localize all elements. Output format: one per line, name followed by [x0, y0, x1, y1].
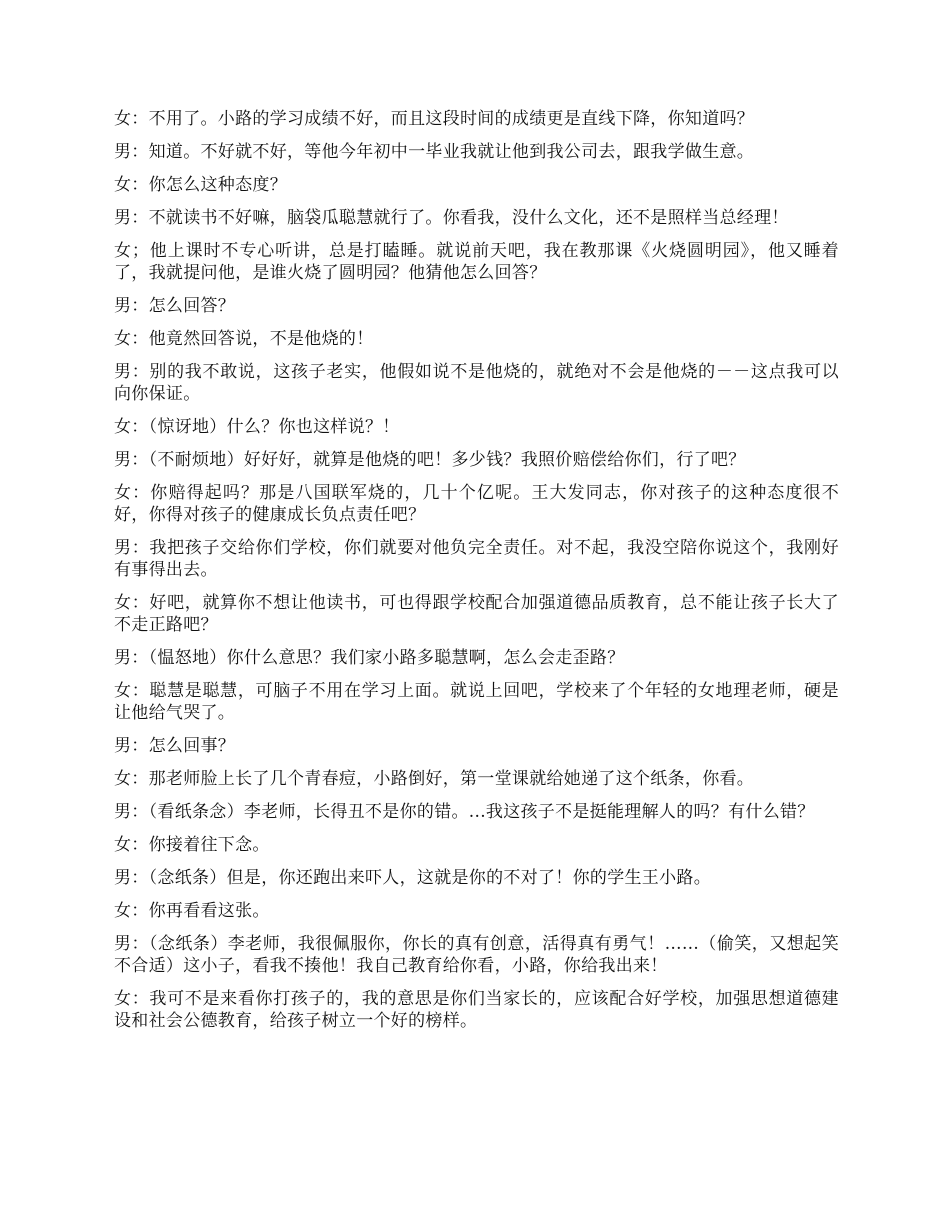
dialogue-line: 女：你怎么这种态度？: [114, 175, 287, 195]
dialogue-line: 男：不就读书不好嘛，脑袋瓜聪慧就行了。你看我，没什么文化，还不是照样当总经理！: [114, 208, 789, 228]
dialogue-line: 男：（不耐烦地）好好好，就算是他烧的吧！多少钱？我照价赔偿给你们，行了吧？: [114, 450, 746, 470]
dialogue-line: 男：怎么回答？: [114, 296, 236, 316]
dialogue-line: 女：聪慧是聪慧，可脑子不用在学习上面。就说上回吧，学校来了个年轻的女地理老师，硬是让他给气哭了。: [114, 681, 839, 723]
dialogue-line: 女：不用了。小路的学习成绩不好，而且这段时间的成绩更是直线下降，你知道吗？: [114, 109, 755, 129]
dialogue-line: 女：好吧，就算你不想让他读书，可也得跟学校配合加强道德品质教育，总不能让孩子长大了不走正路吧？: [114, 593, 839, 635]
document-body: [114, 108, 839, 1043]
dialogue-line: 女：他竟然回答说，不是他烧的！: [114, 329, 374, 349]
dialogue-line: 男：（看纸条念）李老师，长得丑不是你的错。...我这孩子不是挺能理解人的吗？有什么错？: [114, 802, 815, 822]
dialogue-line: 女；他上课时不专心听讲，总是打瞌睡。就说前天吧，我在教那课《火烧圆明园》，他又睡着了，我就提问他，是谁火烧了圆明园？他猜他怎么回答？: [114, 241, 839, 283]
dialogue-line: 女：我可不是来看你打孩子的，我的意思是你们当家长的，应该配合好学校，加强思想道德建设和社会公德教育，给孩子树立一个好的榜样。: [114, 989, 839, 1031]
dialogue-line: 男：别的我不敢说，这孩子老实，他假如说不是他烧的，就绝对不会是他烧的－－这点我可以向你保证。: [114, 362, 839, 404]
dialogue-line: 女：你赔得起吗？那是八国联军烧的，几十个亿呢。王大发同志，你对孩子的这种态度很不好，你得对孩子的健康成长负点责任吧？: [114, 483, 839, 525]
dialogue-line: 男：（念纸条）李老师，我很佩服你，你长的真有创意，活得真有勇气！……（偷笑，又想起笑不合适）这小子，看我不揍他！我自己教育给你看，小路，你给我出来！: [114, 934, 839, 976]
dialogue-line: 男：怎么回事？: [114, 736, 236, 756]
dialogue-line: 女：那老师脸上长了几个青春痘，小路倒好，第一堂课就给她递了这个纸条，你看。: [114, 769, 755, 789]
dialogue-line: 男：（念纸条）但是，你还跑出来吓人，这就是你的不对了！你的学生王小路。: [114, 868, 711, 888]
dialogue-line: 女：你接着往下念。: [114, 835, 270, 855]
dialogue-line: 男：（愠怒地）你什么意思？我们家小路多聪慧啊，怎么会走歪路？: [114, 648, 625, 668]
dialogue-line: 男：知道。不好就不好，等他今年初中一毕业我就让他到我公司去，跟我学做生意。: [114, 142, 755, 162]
dialogue-line: 女：（惊讶地）什么？你也这样说？！: [114, 417, 400, 437]
dialogue-line: 男：我把孩子交给你们学校，你们就要对他负完全责任。对不起，我没空陪你说这个，我刚好有事得出去。: [114, 538, 839, 580]
dialogue-line: 女：你再看看这张。: [114, 901, 270, 921]
